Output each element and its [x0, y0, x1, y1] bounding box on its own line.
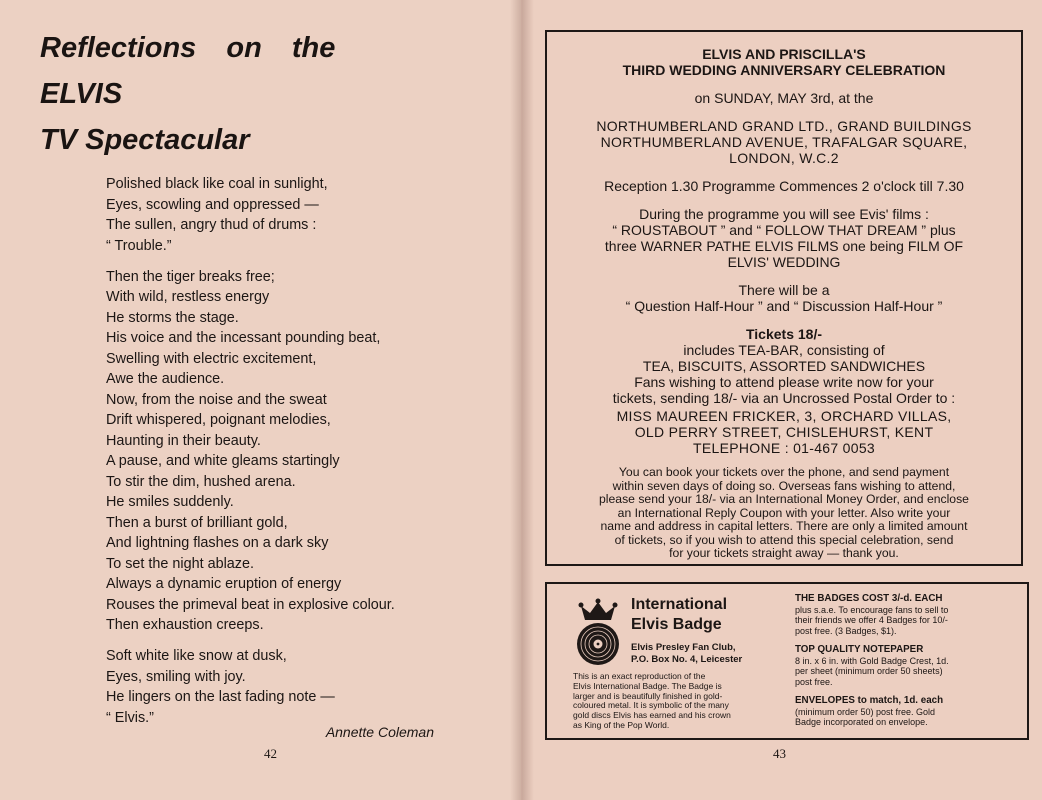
venue-line: LONDON, W.C.2: [729, 150, 839, 166]
event-tickets: [547, 326, 1021, 406]
crown-badge-icon: [573, 598, 623, 670]
poem-line: He storms the stage.: [106, 309, 239, 326]
poem-line: A pause, and white gleams startingly: [106, 453, 340, 469]
venue-line: NORTHUMBERLAND GRAND LTD., GRAND BUILDINGS: [596, 118, 972, 134]
small-print-line: for your tickets straight away — thank you.: [669, 546, 899, 560]
badge-pricing: [795, 594, 1025, 728]
envelopes-line: (minimum order 50) post free. Gold: [795, 706, 936, 717]
badge-description: [573, 672, 783, 731]
poem-line: To stir the dim, hushed arena.: [106, 473, 296, 490]
films-line: During the programme you will see Evis' films :: [639, 206, 929, 222]
tickets-line: TEA, BISCUITS, ASSORTED SANDWICHES: [642, 358, 926, 374]
qa-line: There will be a: [738, 282, 830, 298]
badge-advert-box: [545, 582, 1029, 740]
desc-line: gold discs Elvis has earned and his crown: [573, 710, 731, 721]
poem-line: His voice and the incessant pounding beat,: [106, 330, 381, 346]
small-print-line: within seven days of doing so. Overseas fans wishing to attend,: [612, 478, 956, 493]
poem-line: Then a burst of brilliant gold,: [106, 514, 288, 531]
cost-line: plus s.a.e. To encourage fans to sell to: [795, 604, 949, 615]
venue-line: NORTHUMBERLAND AVENUE, TRAFALGAR SQUARE,: [600, 134, 968, 150]
tickets-line: Fans wishing to attend please write now for your: [634, 374, 934, 390]
poem-line: Soft white like snow at dusk,: [106, 648, 287, 664]
small-print-line: please send your 18/- via an International Money Order, and enclose: [599, 492, 969, 506]
poem-line: Now, from the noise and the sweat: [106, 391, 327, 408]
poem-line: He smiles suddenly.: [106, 494, 234, 510]
event-films: [547, 206, 1021, 270]
badge-info: [547, 584, 787, 738]
tickets-line: includes TEA-BAR, consisting of: [683, 342, 885, 358]
event-times: Reception 1.30 Programme Commences 2 o'clock till 7.30: [604, 178, 964, 194]
poem-line: He lingers on the last fading note —: [106, 689, 335, 705]
desc-line: Elvis International Badge. The Badge is: [573, 680, 722, 691]
notepaper-line: post free.: [795, 676, 833, 687]
desc-line: as King of the Pop World.: [573, 719, 670, 730]
notepaper-line: per sheet (minimum order 50 sheets): [795, 666, 943, 676]
poem-line: Eyes, smiling with joy.: [106, 668, 246, 685]
event-venue: [547, 118, 1021, 166]
poem-title-line-3: TV Spectacular: [40, 124, 250, 156]
films-line: three WARNER PATHE ELVIS FILMS one being FILM OF: [604, 238, 964, 254]
qa-line: “ Question Half-Hour ” and “ Discussion Half-Hour ”: [625, 298, 943, 314]
cost-line: post free. (3 Badges, $1).: [795, 625, 897, 636]
poem-line: Then exhaustion creeps.: [106, 617, 264, 633]
event-small-print: [547, 466, 1021, 561]
anniversary-event-box: [545, 30, 1023, 566]
poem-line: And lightning flashes on a dark sky: [106, 535, 329, 551]
envelopes-heading: ENVELOPES to match, 1d. each: [795, 695, 944, 706]
cost-line: their friends we offer 4 Badges for 10/-: [795, 615, 948, 625]
poem-line: “ Elvis.”: [106, 709, 154, 726]
notepaper-line: 8 in. x 6 in. with Gold Badge Crest, 1d.: [795, 655, 949, 666]
stanza-2: [106, 267, 466, 636]
poem-line: Drift whispered, poignant melodies,: [106, 412, 331, 428]
event-date: on SUNDAY, MAY 3rd, at the: [694, 90, 874, 106]
poem-title-line-1: Reflections on the: [40, 32, 336, 64]
stanza-3: [106, 646, 466, 728]
address-line: TELEPHONE : 01-467 0053: [693, 440, 875, 456]
small-print-line: name and address in capital letters. There are only a limited amount: [600, 519, 968, 533]
poem-author: Annette Coleman: [325, 724, 434, 740]
poem-line: The sullen, angry thud of drums :: [106, 217, 317, 233]
event-heading-line-1: ELVIS AND PRISCILLA'S: [702, 46, 866, 62]
notepaper-heading: TOP QUALITY NOTEPAPER: [795, 644, 924, 655]
tickets-line: tickets, sending 18/- via an Uncrossed Postal Order to :: [612, 390, 956, 406]
fan-club-line-1: Elvis Presley Fan Club,: [631, 642, 736, 653]
right-page: [521, 0, 1042, 800]
envelopes-line: Badge incorporated on envelope.: [795, 717, 928, 727]
event-heading-line-2: THIRD WEDDING ANNIVERSARY CELEBRATION: [622, 62, 946, 78]
poem-line: “ Trouble.”: [106, 237, 172, 254]
fan-club-line-2: P.O. Box No. 4, Leicester: [631, 654, 743, 665]
desc-line: coloured metal. It is symbolic of the many: [573, 700, 729, 711]
poem-title-line-2: ELVIS: [40, 78, 123, 110]
stanza-1: [106, 174, 466, 256]
films-line: ELVIS' WEDDING: [727, 254, 841, 270]
poem-line: Swelling with electric excitement,: [106, 350, 317, 367]
desc-line: This is an exact reproduction of the: [573, 671, 706, 681]
poem-line: To set the night ablaze.: [106, 555, 255, 572]
badge-name-line-2: Elvis Badge: [631, 616, 722, 633]
cost-section: [795, 594, 1025, 636]
poem-line: Rouses the primeval beat in explosive colour.: [106, 596, 395, 613]
notepaper-section: [795, 645, 1025, 687]
poem-line: Awe the audience.: [106, 371, 225, 387]
page-number-right: 43: [773, 746, 786, 761]
badge-name-line-1: International: [631, 596, 728, 613]
envelopes-section: [795, 696, 1025, 728]
address-line: MISS MAUREEN FRICKER, 3, ORCHARD VILLAS,: [616, 408, 952, 424]
page-number-left: 42: [264, 746, 277, 761]
address-line: OLD PERRY STREET, CHISLEHURST, KENT: [634, 424, 934, 440]
event-qa: [547, 282, 1021, 314]
small-print-line: You can book your tickets over the phone, and send payment: [618, 465, 950, 479]
films-line: “ ROUSTABOUT ” and “ FOLLOW THAT DREAM ” plus: [612, 222, 956, 238]
small-print-line: an International Reply Coupon with your letter. Also write your: [617, 505, 951, 520]
poem-body: [106, 174, 466, 728]
desc-line: larger and is beautifully finished in gold-: [573, 690, 723, 701]
poem-line: Always a dynamic eruption of energy: [106, 576, 342, 592]
small-print-line: of tickets, so if you wish to attend this special celebration, send: [614, 532, 954, 547]
cost-heading: THE BADGES COST 3/-d. EACH: [795, 593, 943, 604]
tickets-heading: Tickets 18/-: [745, 326, 822, 342]
poem-line: Eyes, scowling and oppressed —: [106, 196, 319, 213]
poem-line: Haunting in their beauty.: [106, 432, 261, 449]
book-gutter: [510, 0, 534, 800]
poem-line: Then the tiger breaks free;: [106, 268, 275, 285]
poem-line: With wild, restless energy: [106, 289, 270, 305]
poem-line: Polished black like coal in sunlight,: [106, 176, 328, 192]
contact-address: [547, 408, 1021, 456]
